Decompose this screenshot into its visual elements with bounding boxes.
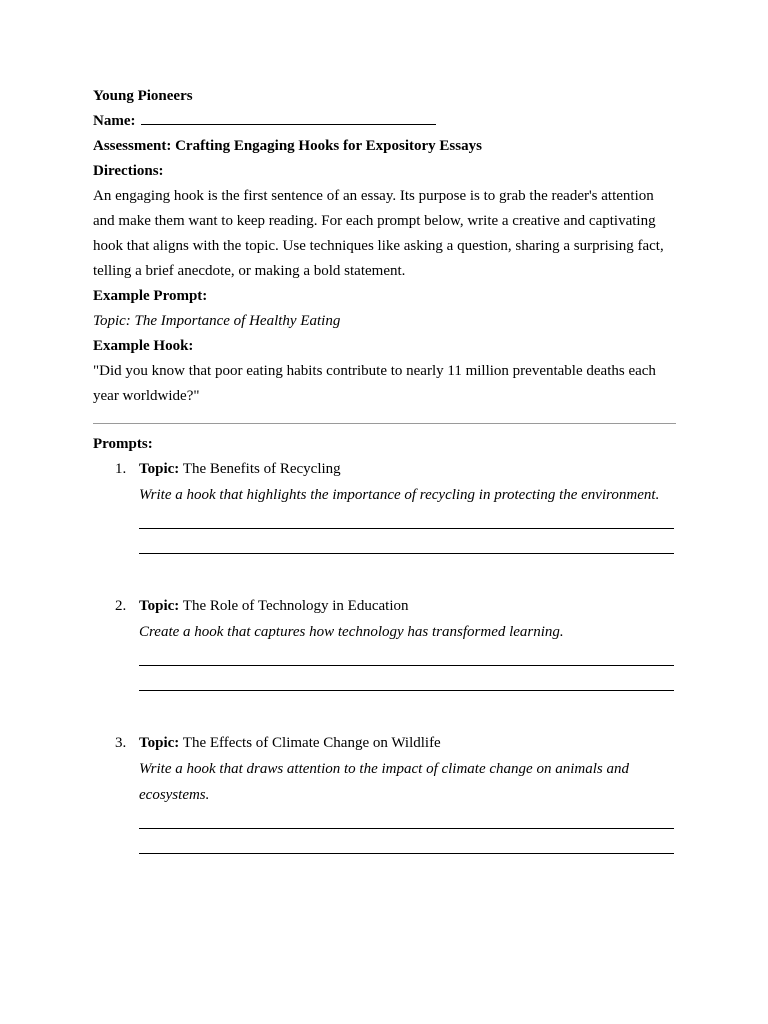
- prompt-item-2: [93, 594, 676, 691]
- directions-text: An engaging hook is the first sentence of an essay. Its purpose is to grab the reader's attention and make them want to keep reading. For each prompt below, write a creative and captivating hook that aligns with the topic. Use techniques like asking a question, sharing a surprising fact, telling a brief anecdote, or making a bold statement.: [93, 188, 664, 279]
- prompt-number: 2.: [115, 598, 127, 614]
- directions-label: Directions:: [93, 163, 164, 179]
- spacer: [93, 691, 676, 731]
- answer-line-2[interactable]: [139, 853, 674, 854]
- section-divider: [93, 423, 676, 424]
- prompt-topic: [139, 594, 676, 619]
- organization-name: Young Pioneers: [93, 88, 193, 104]
- answer-line-2[interactable]: [139, 690, 674, 691]
- prompt-number: 1.: [115, 461, 127, 477]
- topic-label: Topic:: [139, 735, 180, 751]
- example-prompt-label: Example Prompt:: [93, 288, 208, 304]
- topic-label: Topic:: [139, 461, 180, 477]
- prompt-item-1: [93, 457, 676, 554]
- topic-text: The Role of Technology in Education: [182, 598, 409, 614]
- name-label: Name:: [93, 113, 136, 129]
- spacer: [93, 554, 676, 594]
- worksheet: [93, 84, 676, 854]
- assessment-title: Assessment: Crafting Engaging Hooks for Expository Essays: [93, 138, 482, 154]
- example-prompt-text: Topic: The Importance of Healthy Eating: [93, 313, 341, 329]
- prompt-instruction: Create a hook that captures how technology has transformed learning.: [139, 624, 564, 640]
- prompt-number: 3.: [115, 735, 127, 751]
- prompt-item-3: [93, 731, 676, 854]
- answer-line-2[interactable]: [139, 553, 674, 554]
- example-hook-label: Example Hook:: [93, 338, 194, 354]
- answer-line-1[interactable]: [139, 828, 674, 829]
- topic-text: The Effects of Climate Change on Wildlife: [182, 735, 441, 751]
- prompt-list: [93, 457, 676, 854]
- prompt-topic: [139, 731, 676, 756]
- prompts-label: Prompts:: [93, 436, 153, 452]
- prompt-instruction: Write a hook that highlights the importance of recycling in protecting the environment.: [139, 487, 660, 503]
- answer-line-1[interactable]: [139, 528, 674, 529]
- topic-text: The Benefits of Recycling: [182, 461, 341, 477]
- answer-line-1[interactable]: [139, 665, 674, 666]
- example-hook-text: "Did you know that poor eating habits contribute to nearly 11 million preventable deaths each year worldwide?": [93, 363, 656, 404]
- name-field[interactable]: [141, 109, 436, 125]
- prompt-topic: [139, 457, 676, 482]
- name-row: [93, 109, 676, 134]
- topic-label: Topic:: [139, 598, 180, 614]
- prompt-instruction: Write a hook that draws attention to the impact of climate change on animals and ecosystems.: [139, 761, 629, 803]
